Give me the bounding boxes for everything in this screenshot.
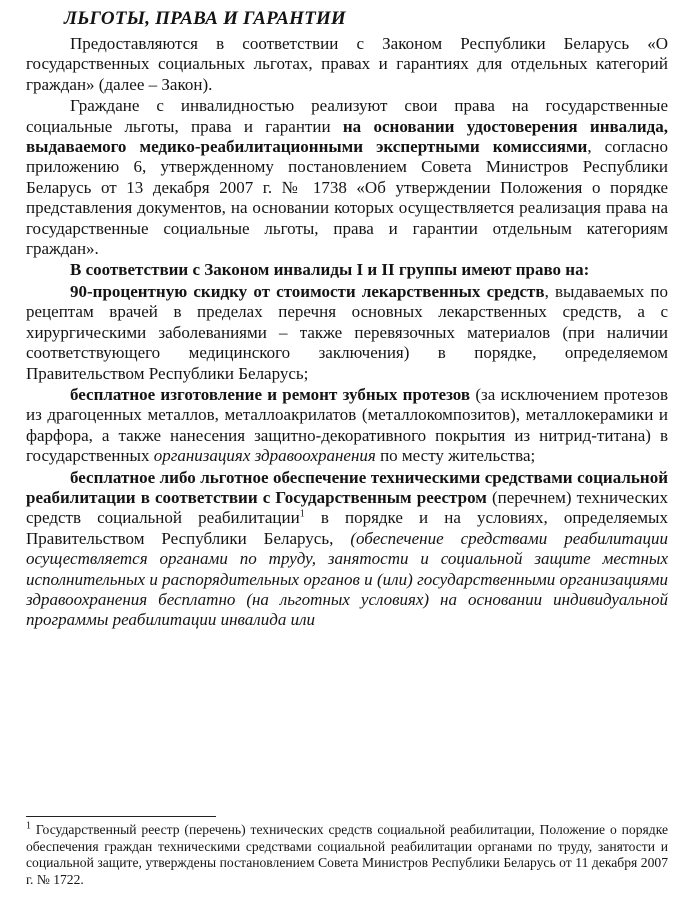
text-span: , согласно приложению 6, утвержденному постановлением Совета Министров Республики Беларусь от 13 декабря 2007 г. № 1738 «Об утверждении Положения о порядке представления документов, на основании которых осуществляется реализация права на государственные социальные льготы, права и гарантии отдельным категориям граждан». (26, 137, 668, 259)
list-item-medicines-discount (26, 282, 668, 384)
bold-text-span: 90-процентную скидку от стоимости лекарственных средств (70, 281, 545, 301)
text-span: , выдаваемых по рецептам врачей в пределах перечня основных лекарственных средств, а с хирургическими заболеваниями – также перевязочных материалов (при наличии соответствующего медицинского заключения) в порядке, определяемом Правительством Республики Беларусь; (26, 281, 668, 383)
bold-text-span: на основании удостоверения инвалида, выдаваемого медико-реабилитационными экспертными комиссиями (26, 116, 668, 157)
text-span: (перечнем) технических средств социальной реабилитации (26, 487, 668, 528)
footnote-mark: 1 (26, 820, 31, 832)
document-body (26, 34, 668, 631)
text-span: Граждане с инвалидностью реализуют свои права на государственные социальные льготы, права и гарантии (26, 96, 668, 136)
page-title: ЛЬГОТЫ, ПРАВА И ГАРАНТИИ (64, 8, 346, 29)
footnote-divider (26, 816, 216, 817)
paragraph-rights-basis (26, 96, 668, 259)
intro-paragraph: Предоставляются в соответствии с Законом Республики Беларусь «О государственных социальных льготах, правах и гарантиях для отдельных категорий граждан» (далее – Закон). (26, 34, 668, 94)
text-span: по месту жительства; (375, 446, 536, 466)
list-item-dental-prosthetics (26, 385, 668, 467)
italic-text-span: (обеспечение средствами реабилитации осуществляется органами по труду, занятости и социальной защите местных исполнительных и распорядительных органов и (или) государственными организациями здравоохранения бесплатно (на льготных условиях) на основании индивидуальной программы реабилитации инвалида или (26, 528, 669, 630)
bold-text-span: бесплатное либо льготное обеспечение техническими средствами социальной реабилитации в соответствии с Государственным реестром (26, 467, 668, 507)
footnote-reference: 1 (299, 508, 305, 520)
footnote-text: Государственный реестр (перечень) технических средств социальной реабилитации, Положение о порядке обеспечения граждан техническими средствами социальной реабилитации органами по труду, занятости и социальной защите, утверждены постановлением Совета Министров Республики Беларусь от 11 декабря 2007 г. № 1722. (26, 822, 668, 887)
list-item-rehabilitation-means (26, 468, 668, 631)
rights-list-heading: В соответствии с Законом инвалиды I и II группы имеют право на: (70, 260, 590, 280)
footnote (26, 822, 668, 888)
italic-text-span: организациях здравоохранения (153, 446, 376, 466)
text-span: в порядке и на условиях, определяемых Правительством Республики Беларусь, (26, 508, 668, 548)
bold-text-span: бесплатное изготовление и ремонт зубных протезов (70, 384, 471, 404)
text-span: (за исключением протезов из драгоценных металлов, металлоакрилатов (металлокомпозитов), металлокерамики и фарфора, а также нанесения защитно-декоративного покрытия из нитрид-титана) в государственных (26, 384, 668, 466)
